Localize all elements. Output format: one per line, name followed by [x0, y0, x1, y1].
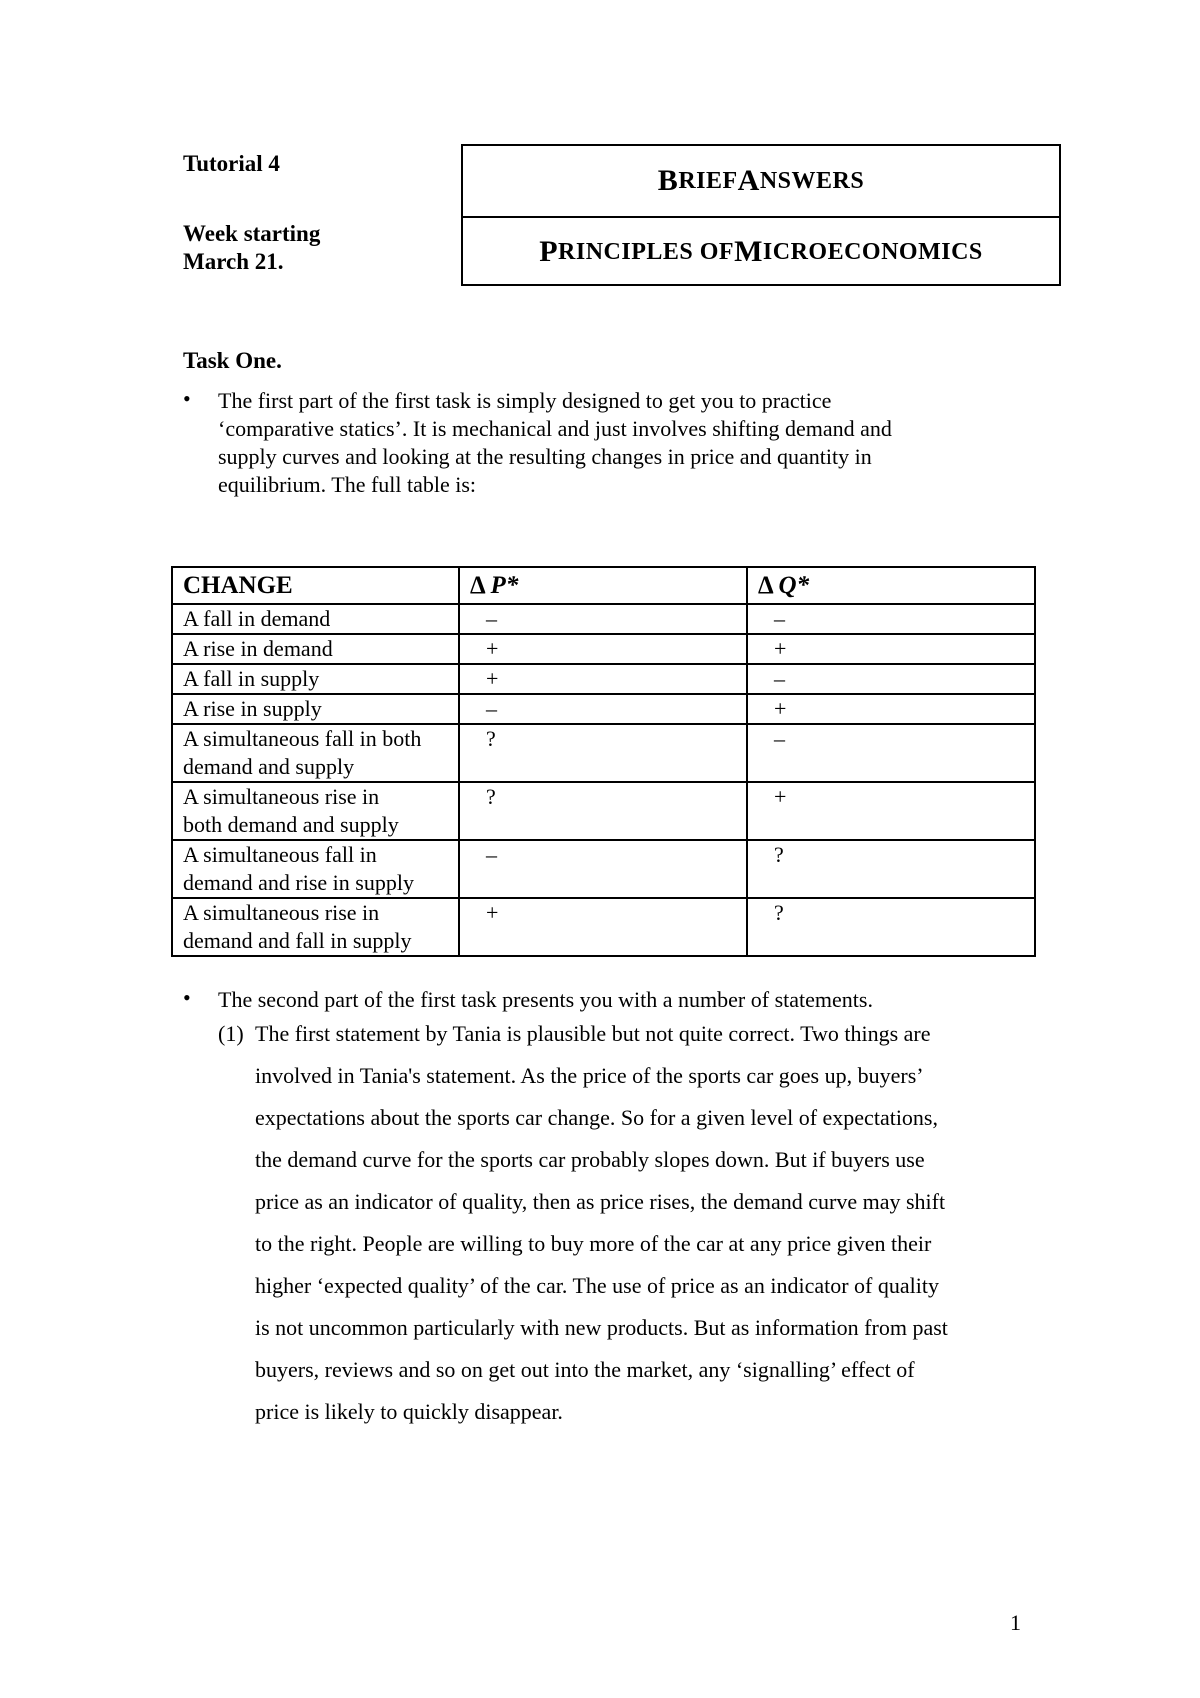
bullet-icon: •	[183, 985, 191, 1010]
delta-symbol: Δ	[758, 571, 773, 599]
change-cell-line: A simultaneous fall in both	[183, 726, 422, 751]
header-delta-q	[747, 567, 1035, 604]
change-cell-line: A simultaneous rise in	[183, 900, 380, 925]
delta-p-cell: +	[459, 898, 747, 956]
paragraph-line: is not uncommon particularly with new products. But as information from past	[255, 1315, 948, 1340]
title-rest: NSWERS	[759, 167, 865, 194]
delta-p-cell: ?	[459, 782, 747, 840]
title-rest: RINCIPLES OF	[558, 238, 735, 265]
change-cell-line: A fall in demand	[183, 606, 331, 631]
change-cell	[172, 664, 459, 694]
paragraph-line: equilibrium. The full table is:	[218, 472, 477, 497]
table-row	[172, 634, 1035, 664]
delta-symbol: Δ	[470, 571, 485, 599]
delta-q-cell: ?	[747, 898, 1035, 956]
bullet-icon: •	[183, 386, 191, 411]
paragraph-line: expectations about the sports car change. So for a given level of expectations,	[255, 1105, 938, 1130]
delta-p-cell: +	[459, 664, 747, 694]
paragraph-line: involved in Tania's statement. As the price of the sports car goes up, buyers’	[255, 1063, 924, 1088]
table-row	[172, 898, 1035, 956]
comparative-statics-table	[171, 566, 1036, 957]
change-cell-line: A rise in demand	[183, 636, 333, 661]
change-cell-line: demand and fall in supply	[183, 928, 412, 953]
paragraph-line: price is likely to quickly disappear.	[255, 1399, 563, 1424]
change-cell	[172, 634, 459, 664]
tutorial-label: Tutorial 4	[183, 151, 280, 176]
week-line-2: March 21.	[183, 249, 284, 274]
paragraph-line: price as an indicator of quality, then as price rises, the demand curve may shift	[255, 1189, 946, 1214]
title-brief-answers	[463, 146, 1059, 216]
change-cell-line: demand and supply	[183, 754, 355, 779]
paragraph-line: buyers, reviews and so on get out into the market, any ‘signalling’ effect of	[255, 1357, 915, 1382]
title-letter: P	[539, 235, 559, 268]
table-row	[172, 694, 1035, 724]
table-row	[172, 604, 1035, 634]
title-letter: M	[734, 235, 763, 268]
table-header-row	[172, 567, 1035, 604]
header-delta-p	[459, 567, 747, 604]
change-cell-line: A simultaneous fall in	[183, 842, 377, 867]
week-line-1: Week starting	[183, 221, 321, 246]
item-number: (1)	[218, 1021, 244, 1046]
delta-p-cell: +	[459, 634, 747, 664]
paragraph-line: supply curves and looking at the resulting changes in price and quantity in	[218, 444, 872, 469]
title-letter: A	[737, 164, 760, 197]
change-cell	[172, 840, 459, 898]
q-star: Q*	[778, 571, 810, 599]
title-rest: RIEF	[678, 167, 738, 194]
statement-one-paragraph	[255, 1013, 1055, 1433]
change-cell-line: A rise in supply	[183, 696, 322, 721]
delta-q-cell: ?	[747, 840, 1035, 898]
delta-p-cell: ?	[459, 724, 747, 782]
delta-q-cell: +	[747, 782, 1035, 840]
change-cell	[172, 782, 459, 840]
header-change: CHANGE	[172, 567, 459, 604]
table-row	[172, 664, 1035, 694]
table-row	[172, 724, 1035, 782]
change-cell-line: A fall in supply	[183, 666, 320, 691]
delta-q-cell: –	[747, 604, 1035, 634]
second-part-intro: The second part of the first task presents you with a number of statements.	[218, 987, 873, 1012]
table-row	[172, 782, 1035, 840]
change-cell-line: both demand and supply	[183, 812, 399, 837]
delta-q-cell: +	[747, 694, 1035, 724]
delta-p-cell: –	[459, 840, 747, 898]
paragraph-line: the demand curve for the sports car probably slopes down. But if buyers use	[255, 1147, 925, 1172]
paragraph-line: ‘comparative statics’. It is mechanical and just involves shifting demand and	[218, 416, 892, 441]
title-principles	[463, 216, 1059, 286]
delta-p-cell: –	[459, 694, 747, 724]
change-cell	[172, 898, 459, 956]
delta-q-cell: –	[747, 664, 1035, 694]
title-letter: B	[657, 164, 679, 197]
change-cell-line: A simultaneous rise in	[183, 784, 380, 809]
paragraph-line: higher ‘expected quality’ of the car. The use of price as an indicator of quality	[255, 1273, 939, 1298]
task-heading: Task One.	[183, 348, 282, 373]
paragraph-line: The first part of the first task is simply designed to get you to practice	[218, 388, 832, 413]
task-one-paragraph	[218, 387, 1018, 499]
change-cell-line: demand and rise in supply	[183, 870, 414, 895]
page-number: 1	[1010, 1610, 1021, 1635]
change-cell	[172, 724, 459, 782]
delta-p-cell: –	[459, 604, 747, 634]
p-star: P*	[490, 571, 519, 599]
title-rest: ICROECONOMICS	[762, 238, 983, 265]
delta-q-cell: +	[747, 634, 1035, 664]
table-row	[172, 840, 1035, 898]
change-cell	[172, 604, 459, 634]
paragraph-line: to the right. People are willing to buy more of the car at any price given their	[255, 1231, 932, 1256]
paragraph-line: The first statement by Tania is plausible but not quite correct. Two things are	[255, 1021, 931, 1046]
change-cell	[172, 694, 459, 724]
delta-q-cell: –	[747, 724, 1035, 782]
title-box	[461, 144, 1061, 286]
